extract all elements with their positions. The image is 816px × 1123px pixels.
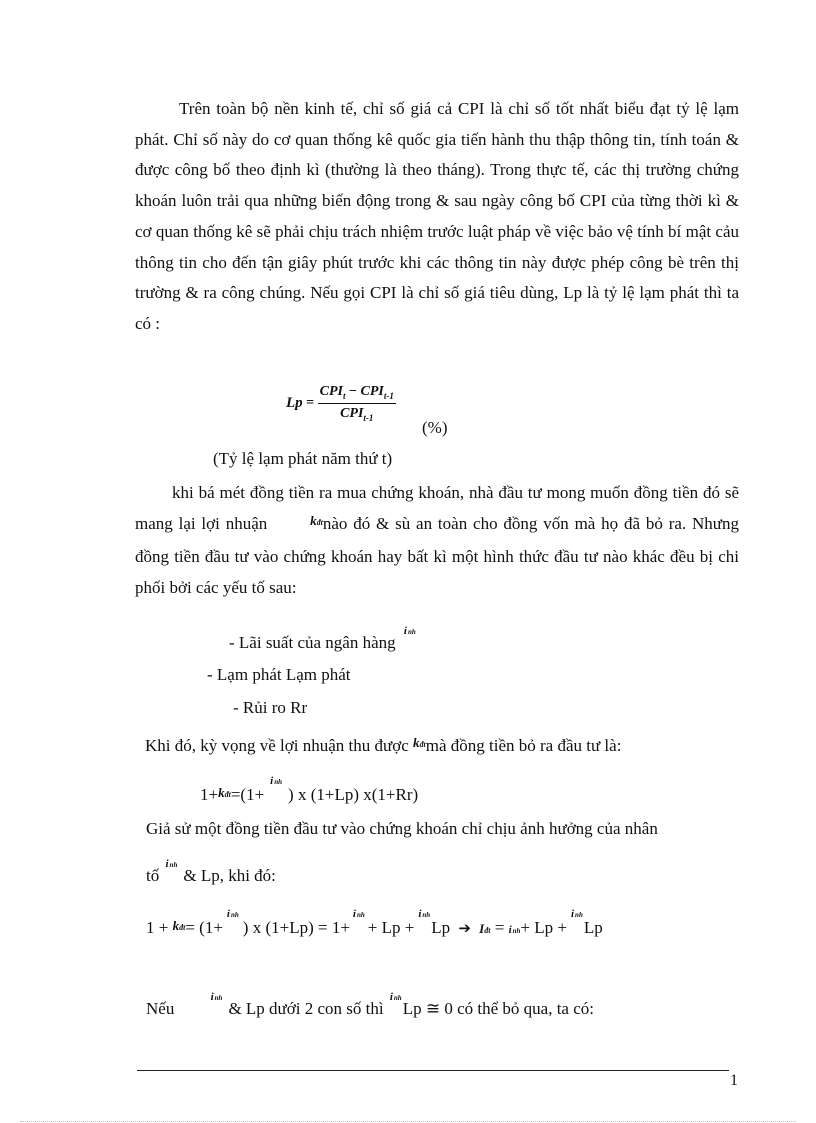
i-letter: i [270, 775, 274, 787]
i-sub: nh [274, 778, 283, 786]
i-letter: i [165, 858, 169, 870]
i-sub: nh [393, 994, 402, 1002]
k-dt-symbol [273, 506, 323, 539]
arrow-icon: ➔ [458, 919, 471, 937]
i-sub: nh [230, 911, 239, 919]
eq2-part-f: = [494, 918, 505, 937]
formula-num-cpi2: CPI [360, 384, 384, 399]
last-text-b: & Lp dưới 2 con số thì [228, 999, 384, 1018]
paragraph2-part-b: nào đó & sù an toàn cho đồng vốn mà họ đã bỏ ra. Nhưng đồng tiền đầu tư vào chứng khoán hay bất kì một hình thức đầu tư nào khác đều bị chi phối bởi các yếu tố sau: [135, 513, 739, 598]
expect-text-b: mà đồng tiền bỏ ra đầu tư là: [425, 736, 622, 755]
expectation-line [145, 736, 621, 756]
i-nh-symbol-4 [227, 908, 239, 920]
formula-fraction [318, 384, 396, 423]
k-sub: đt [179, 923, 186, 932]
i-letter: i [210, 991, 214, 1003]
assumption-line-2 [146, 858, 276, 886]
formula-den-cpi: CPI [340, 405, 364, 421]
i-nh-symbol-7 [509, 924, 521, 936]
i-nh-symbol-10 [390, 991, 402, 1003]
i-nh-symbol-2 [270, 775, 282, 787]
I-letter: I [479, 921, 485, 936]
factor-interest [229, 625, 416, 653]
I-sub: đt [484, 926, 491, 935]
eq2-part-g: + Lp + [520, 918, 567, 937]
k-sub: đt [224, 790, 231, 799]
paragraph-cpi: Trên toàn bộ nền kinh tế, chỉ số giá cả CPI là chỉ số tốt nhất biểu đạt tỷ lệ lạm phát. Chỉ số này do cơ quan thống kê quốc gia tiến hành thu thập thông tin, tính toán & được công bố theo định kì (thường là theo tháng). Trong thực tế, các thị trường chứng khoán luôn trải qua những biến động trong & sau ngày công bố CPI của từng thời kì & cơ quan thống kê sẽ phải chịu trách nhiệm trước luật pháp về việc bảo vệ tính bí mật cảu thông tin cho đến tận giây phút trước khi các thông tin này được phép công bè trên thị trường & ra công chúng. Nếu gọi CPI là chỉ số giá tiêu dùng, Lp là tỷ lệ lạm phát thì ta có : [135, 99, 739, 333]
paragraph2-part-a: khi bá mét đồng tiền ra mua chứng khoán, nhà đầu tư mong muốn đồng tiền đó sẽ mang lại lợi nhuận [135, 483, 739, 533]
eq2-part-c: ) x (1+Lp) = 1+ [242, 918, 350, 937]
eq1-part-a: 1+ [200, 785, 219, 804]
i-letter: i [389, 991, 393, 1003]
assumption-line: Giả sử một đồng tiền đầu tư vào chứng khoán chỉ chịu ảnh hưởng của nhân [146, 819, 658, 838]
i-sub: nh [575, 911, 583, 919]
i-nh-symbol-5 [353, 908, 365, 920]
i-nh-symbol-9 [211, 991, 223, 1003]
footer-divider [137, 1070, 729, 1071]
eq1-part-b: =(1+ [230, 785, 265, 804]
formula-eq: = [306, 395, 315, 411]
formula-minus: − [349, 384, 357, 399]
i-sub: nh [214, 994, 223, 1002]
page-number: 1 [730, 1072, 738, 1089]
k-dt-symbol-4 [173, 918, 186, 934]
formula-caption: (Tỷ lệ lạm phát năm thứ t) [213, 449, 393, 468]
eq2-part-e: Lp [431, 918, 451, 937]
k-sub: đt [419, 740, 426, 749]
formula-unit: (%) [422, 418, 448, 437]
i-letter: i [508, 924, 512, 936]
eq1-part-c: ) x (1+Lp) x(1+Rr) [288, 785, 419, 804]
formula-lhs: Lp [286, 394, 303, 411]
expect-text-a: Khi đó, kỳ vọng về lợi nhuận thu được [145, 736, 409, 755]
i-sub: nh [422, 911, 431, 919]
last-text-a: Nếu [146, 999, 175, 1018]
eq2-part-b: = (1+ [185, 918, 223, 937]
eq2-part-a: 1 + [146, 918, 169, 937]
formula-num-cpi: CPI [319, 384, 343, 399]
k-letter: k [218, 785, 225, 800]
formula-num-sub: t [343, 390, 346, 401]
equation-2 [146, 908, 603, 938]
i-letter: i [418, 908, 422, 920]
final-line [146, 991, 594, 1019]
i-sub: nh [169, 861, 178, 869]
factor-risk: - Rủi ro Rr [233, 698, 308, 717]
k-letter: k [172, 918, 180, 933]
paragraph-investor [135, 478, 739, 604]
formula-den-sub: t-1 [363, 412, 374, 423]
i-nh-symbol-3 [165, 858, 177, 870]
eq2-part-d: + Lp + [367, 918, 415, 937]
formula-num-sub2: t-1 [383, 390, 394, 401]
page-bottom-border [20, 1121, 796, 1122]
i-sub: nh [407, 628, 416, 636]
factor-inflation: - Lạm phát Lạm phát [207, 665, 351, 684]
i-sub: nh [356, 911, 365, 919]
inflation-formula [286, 384, 396, 423]
k-letter: k [310, 512, 317, 528]
i-nh-symbol-6 [418, 908, 430, 920]
factor1-text: - Lãi suất của ngân hàng [229, 633, 396, 652]
k-sub: đt [316, 517, 323, 527]
I-dt-symbol [479, 921, 490, 937]
assume-text-c: & Lp, khi đó: [183, 866, 276, 885]
k-letter: k [413, 735, 420, 750]
i-nh-symbol [404, 625, 416, 637]
i-nh-symbol-8 [571, 908, 583, 920]
eq2-part-h: Lp [583, 918, 603, 937]
k-dt-symbol-2 [413, 735, 426, 751]
k-dt-symbol-3 [218, 785, 231, 801]
assume-text-b: tố [146, 866, 160, 885]
last-text-c: Lp ≅ 0 có thể bỏ qua, ta có: [402, 999, 594, 1018]
equation-1 [200, 775, 419, 805]
i-sub: nh [512, 927, 521, 935]
i-letter: i [352, 908, 356, 920]
i-letter: i [403, 625, 407, 637]
i-letter: i [570, 908, 575, 920]
i-letter: i [226, 908, 230, 920]
